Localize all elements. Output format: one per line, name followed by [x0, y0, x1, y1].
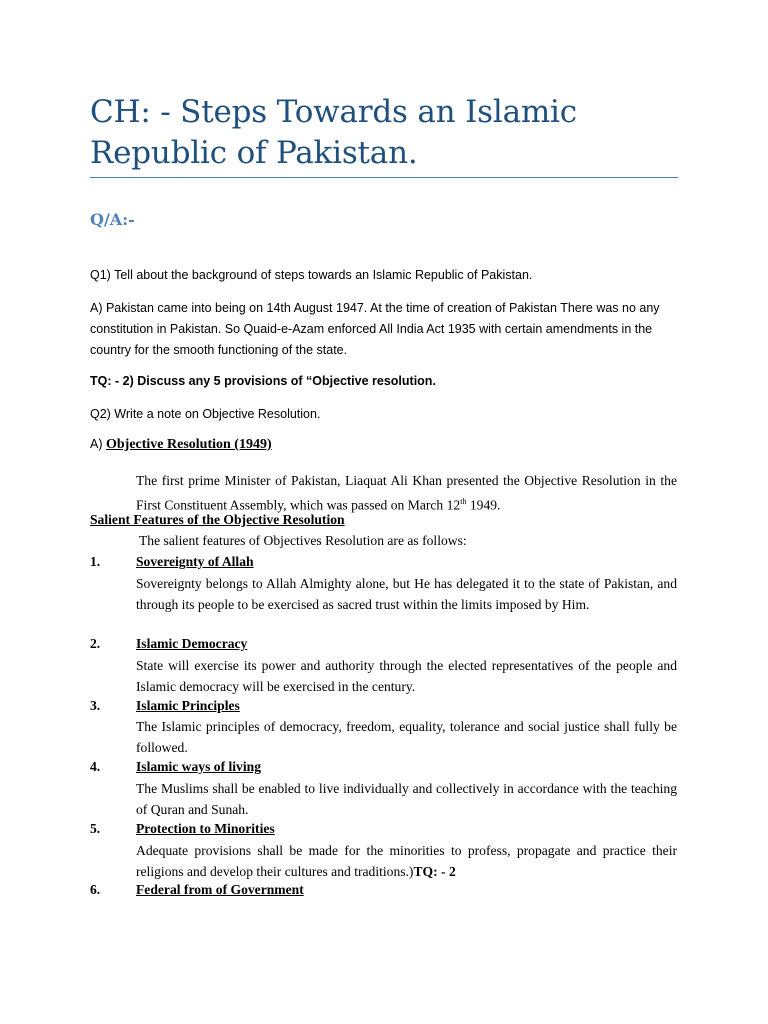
- list-item-title: Sovereignty of Allah: [136, 554, 254, 569]
- salient-features-intro: The salient features of Objectives Resolution are as follows:: [139, 533, 467, 548]
- list-item-number: 6.: [90, 882, 101, 897]
- intro-text: The first prime Minister of Pakistan, Liaquat Ali Khan presented the Objective Resolution in the First Constituent Assembly, which was passed on March 12: [136, 473, 677, 513]
- tq-line: [90, 371, 680, 392]
- list-item-body: State will exercise its power and authority through the elected representatives of the people and Islamic democracy will be exercised in the century.: [136, 658, 677, 694]
- list-item-body: The Muslims shall be enabled to live individually and collectively in accordance with the teaching of Quran and Sunah.: [136, 781, 677, 817]
- q2-answer-heading: [90, 437, 272, 453]
- list-item-title: Islamic Democracy: [136, 636, 248, 651]
- q2-question: Q2) Write a note on Objective Resolution.: [90, 407, 321, 421]
- page-title: CH: - Steps Towards an Islamic Republic of Pakistan.: [90, 94, 577, 171]
- q2-answer-prefix: A): [90, 437, 106, 451]
- list-item-title: Protection to Minorities: [136, 821, 275, 836]
- list-item-body-text: Adequate provisions shall be made for the minorities to profess, propagate and practice their religions and develop their cultures and traditions.): [136, 843, 677, 879]
- intro-year: 1949.: [466, 497, 501, 513]
- list-item-number: 1.: [90, 554, 101, 569]
- q1-question: Q1) Tell about the background of steps towards an Islamic Republic of Pakistan.: [90, 268, 533, 282]
- objective-resolution-heading: Objective Resolution (1949): [105, 437, 272, 452]
- list-item-number: 2.: [90, 636, 101, 651]
- salient-features-heading: Salient Features of the Objective Resolution: [90, 512, 345, 527]
- list-item-body: [136, 840, 677, 882]
- list-item-title: Islamic ways of living: [136, 759, 261, 774]
- tq-text: Discuss any 5 provisions of “Objective resolution.: [133, 374, 436, 388]
- q1-answer: A) Pakistan came into being on 14th August 1947. At the time of creation of Pakistan There was no any constitution in Pakistan. So Quaid-e-Azam enforced All India Act 1935 with certain amendments in the country for the smooth functioning of the state.: [90, 301, 660, 357]
- intro-superscript: th: [460, 497, 467, 506]
- tq-prefix: TQ: - 2): [90, 374, 134, 388]
- objective-resolution-intro: [136, 470, 677, 516]
- title-divider: [90, 177, 678, 178]
- list-item-number: 4.: [90, 759, 101, 774]
- qa-heading: Q/A:-: [90, 210, 135, 229]
- list-item-number: 5.: [90, 821, 101, 836]
- tq-tag: TQ: - 2: [413, 864, 456, 879]
- list-item-number: 3.: [90, 698, 101, 713]
- list-item-body: The Islamic principles of democracy, freedom, equality, tolerance and social justice shall fully be followed.: [136, 719, 677, 755]
- list-item-body: Sovereignty belongs to Allah Almighty alone, but He has delegated it to the state of Pakistan, and through its people to be exercised as sacred trust within the limits imposed by Him.: [136, 576, 677, 612]
- list-item-title: Islamic Principles: [136, 698, 240, 713]
- list-item-title: Federal from of Government: [136, 882, 304, 897]
